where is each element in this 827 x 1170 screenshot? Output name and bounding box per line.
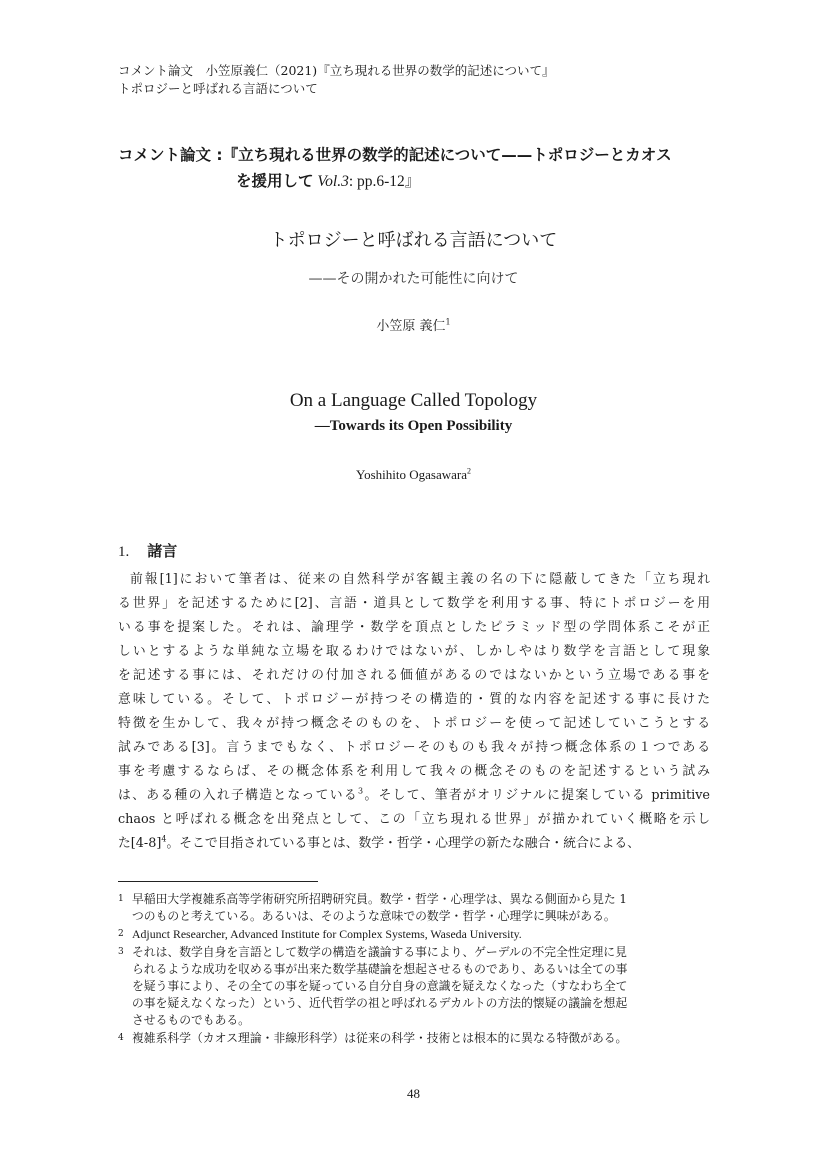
title-en: On a Language Called Topology [289, 390, 538, 411]
body-line: る世界」を記述するために[2]、言語・道具として数学を利用する事、特にトポロジーを用 [118, 596, 710, 611]
footnote-text: 早稲田大学複雑系高等学術研究所招聘研究員。数学・哲学・心理学は、異なる側面から見た 1 [132, 892, 627, 906]
body-line: 意味している。そして、トポロジーが持つその構造的・質的な内容を記述する事に長けた [118, 692, 710, 707]
comment-title-line2-jp: を援用して [236, 172, 314, 190]
body-line-10-tail: 。そして、筆者がオリジナルに提案している primitive [363, 788, 710, 803]
footnote-3-cont: を疑う事により、その全ての事を疑っている自分自身の意識を疑えなくなった（すなわち全て [132, 979, 628, 993]
footnote-4 [118, 1030, 710, 1047]
author-en [0, 467, 827, 483]
body-line-10-text: は、ある種の入れ子構造となっている [118, 788, 359, 803]
body-line: 試みである[3]。言うまでもなく、トポロジーそのものも我々が持つ概念体系の１つである [118, 740, 710, 755]
footnote-mark-4: 4 [161, 834, 167, 844]
running-header-line2: トポロジーと呼ばれる言語について [118, 81, 318, 96]
footnote-2 [118, 926, 710, 943]
body-line: 事を考慮するならば、その概念体系を利用して我々の概念そのものを記述するという試み [118, 764, 710, 779]
author-jp-footnote-mark: 1 [445, 317, 451, 327]
title-jp: トポロジーと呼ばれる言語について [269, 230, 558, 251]
author-en-footnote-mark: 2 [466, 466, 471, 476]
footnote-3-cont: られるような成功を収める事が出来た数学基礎論を想起させるものであり、あるいは全ての事 [132, 962, 628, 976]
body-line: chaos と呼ばれる概念を出発点として、この「立ち現れる世界」が描かれていく概略を示し [118, 812, 710, 827]
body-line: いる事を提案した。それは、論理学・数学を頂点としたピラミッド型の学問体系こそが正 [118, 620, 710, 635]
body-line: しいとするような単純な立場を取るわけではないが、しかしやはり数学を言語として現象 [118, 644, 711, 659]
footnote-1 [118, 891, 710, 908]
page-number: 48 [407, 1086, 420, 1101]
footnote-text: Adjunct Researcher, Advanced Institute for Complex Systems, Waseda University. [132, 927, 522, 941]
author-en-name: Yoshihito Ogasawara [356, 467, 467, 482]
footnote-1-cont: つのものと考えている。あるいは、そのような意味での数学・哲学・心理学に興味がある。 [132, 909, 616, 923]
footnote-divider [118, 881, 318, 882]
section-number: 1. [118, 544, 130, 560]
body-line-12-ref: た[4-8] [118, 836, 162, 851]
section-heading [118, 540, 177, 561]
footnote-mark-3: 3 [358, 786, 364, 796]
body-line [118, 834, 710, 854]
comment-title [118, 142, 672, 195]
body-line: 特徴を生かして、我々が持つ概念そのものを、トポロジーを使って記述していこうとする [118, 716, 710, 731]
body-line: を記述する事には、それだけの付加される価値があるのではないかという立場である事を [118, 668, 711, 683]
author-jp [0, 315, 827, 334]
footnote-3-cont: の事を疑えなくなった）という、近代哲学の祖と呼ばれるデカルトの方法的懐疑の議論を想起 [132, 996, 628, 1010]
author-jp-name: 小笠原 義仁 [376, 319, 446, 334]
subtitle-jp: ——その開かれた可能性に向けて [308, 271, 519, 287]
body-line-12-text: 。そこで目指されている事とは、数学・哲学・心理学の新たな融合・統合による、 [166, 836, 640, 851]
comment-title-line1: コメント論文 :『立ち現れる世界の数学的記述について——トポロジーとカオス [118, 146, 672, 164]
footnote-mark: 2 [118, 929, 124, 939]
running-header-line1: コメント論文 小笠原義仁（2021)『立ち現れる世界の数学的記述について』 [118, 63, 555, 78]
footnote-mark: 4 [118, 1033, 124, 1043]
section-title: 諸言 [147, 542, 178, 560]
pages-label: : pp.6-12』 [348, 173, 421, 190]
footnote-3 [118, 944, 710, 961]
footnote-text: それは、数学自身を言語として数学の構造を議論する事により、ゲーデルの不完全性定理に見 [132, 945, 627, 959]
volume-label: Vol.3 [317, 173, 349, 190]
body-line: 前報[1]において筆者は、従来の自然科学が客観主義の名の下に隠蔽してきた「立ち現れ [130, 572, 710, 587]
footnote-mark: 3 [118, 947, 124, 957]
footnote-3-cont: させるものでもある。 [132, 1013, 250, 1027]
footnote-mark: 1 [118, 894, 124, 904]
body-line [118, 786, 710, 806]
footnote-text: 複雑系科学（カオス理論・非線形科学）は従来の科学・技術とは根本的に異なる特徴がある。 [132, 1031, 628, 1045]
subtitle-en: —Towards its Open Possibility [314, 418, 513, 434]
comment-title-line2 [118, 168, 672, 195]
